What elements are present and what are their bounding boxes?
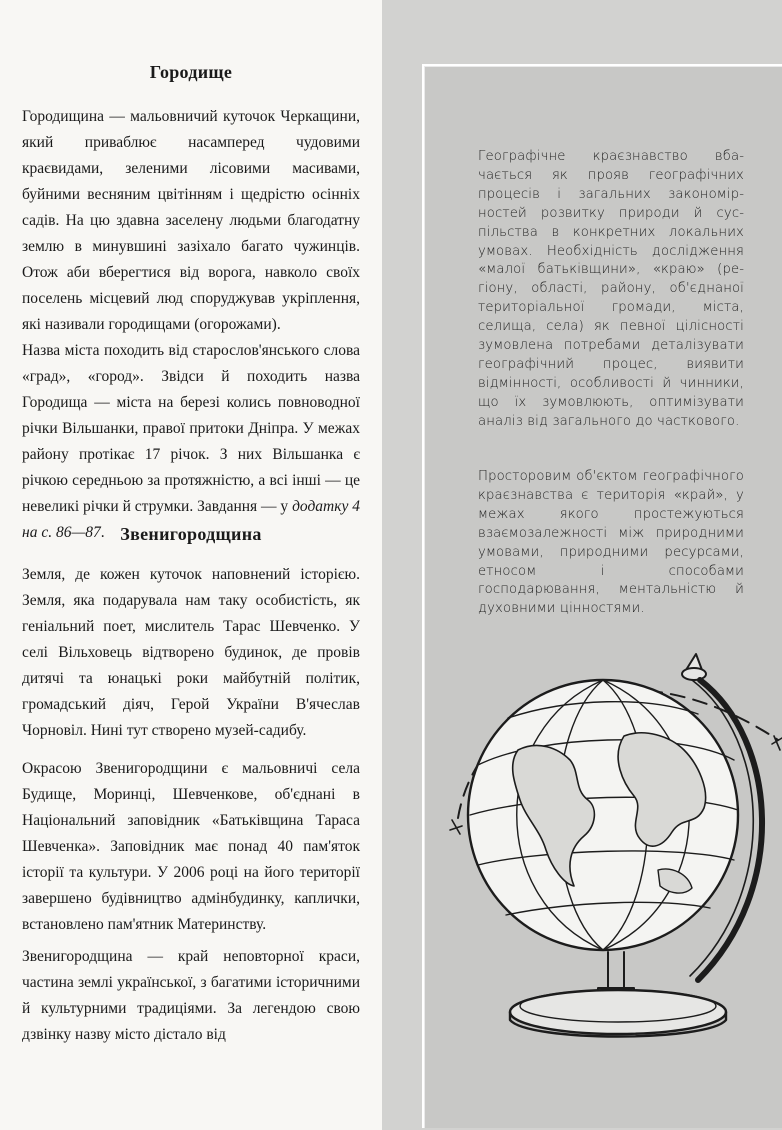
paragraph-horodyshche-2: Назва міста походить від старослов'янського слова «град», «город». Звідси й походить назва Городища — міста на березі колись повноводної річки Вільшанки, правої притоки Дніпра. У межах району протікає 17 річок. З них Вільшанка є річкою середньою за протяжністю, а всі інші — це невеликі річки й струмки. Завдання — у додатку 4 на с. 86—87.	[22, 342, 361, 541]
section-heading-zvenyhorodshchyna: Звенигородщина	[120, 524, 262, 544]
panel-paragraph-2: Просторовим об'єктом географічного краєзнавства є територія «край», у межах якого простежуються взаємозалежності між природними умовами, природними ресурсами, етносом і способами господарювання, ментальністю й духовними цінностями.	[478, 469, 744, 617]
globe-icon	[448, 640, 782, 1050]
appendix-reference: додатку 4 на с. 86—87	[22, 498, 361, 541]
paragraph-zvenyhorodshchyna-3: Звенигородщина — край неповторної краси, частина землі української, з багатими історичними й культурними традиціями. За легендою свою дзвінку назву місто дістало від	[22, 948, 360, 1043]
panel-paragraph-1: Географічне краєзнавство вбачається як прояв географічних процесів і загальних закономірностей розвитку природи й суспільства в конкретних локальних умовах. Необхідність дослідження «малої батьківщини», «краю» (регіону, області, району, об'єднаної територіальної громади, міста, селища, села) як певної цілісності зумовлена потребами деталізувати географічний процес, виявити відмінності, особливості й чинники, що їх зумовлюють, оптимізувати аналіз від загального до часткового.	[478, 149, 744, 429]
task-suffix: .	[100, 524, 105, 541]
paragraph-horodyshche-1: Городищина — мальовничий куточок Черкащини, який приваблює насамперед чудовими краєвидами, зеленими лісовими масивами, буйними весняним цвітінням і щедрістю осінніх садів. На цю здавна заселену людьми благодатну землю в минувшині зазіхало багато чужинців. Отож аби вберегтися від ворога, навколо своїх поселень місцевий люд споруджував укріплення, які називали городищами (огорожами).	[22, 108, 360, 333]
task-prefix: Завдання — у	[197, 498, 293, 515]
paragraph-zvenyhorodshchyna-2: Окрасою Звенигородщини є мальовничі села Будище, Моринці, Шевченкове, об'єднані в Національний заповідник «Батьківщина Тараса Шевченка». Заповідник має понад 40 пам'яток історії та культури. У 2006 році на його території завершено будівництво адмінбудинку, каплички, встановлено пам'ятник Материнству.	[22, 760, 360, 933]
globe-illustration	[448, 640, 782, 1050]
section-heading-horodyshche: Городище	[149, 62, 233, 82]
paragraph-zvenyhorodshchyna-1: Земля, де кожен куточок наповнений історією. Земля, яка подарувала нам таку особистість, як геніальний поет, мислитель Тарас Шевченко. У селі Вільховець відтворено будинок, де провів дитячі та юнацькі роки майбутній політик, громадський діяч, Герой України В'ячеслав Чорновіл. Нині тут створено музей-садибу.	[22, 566, 360, 739]
